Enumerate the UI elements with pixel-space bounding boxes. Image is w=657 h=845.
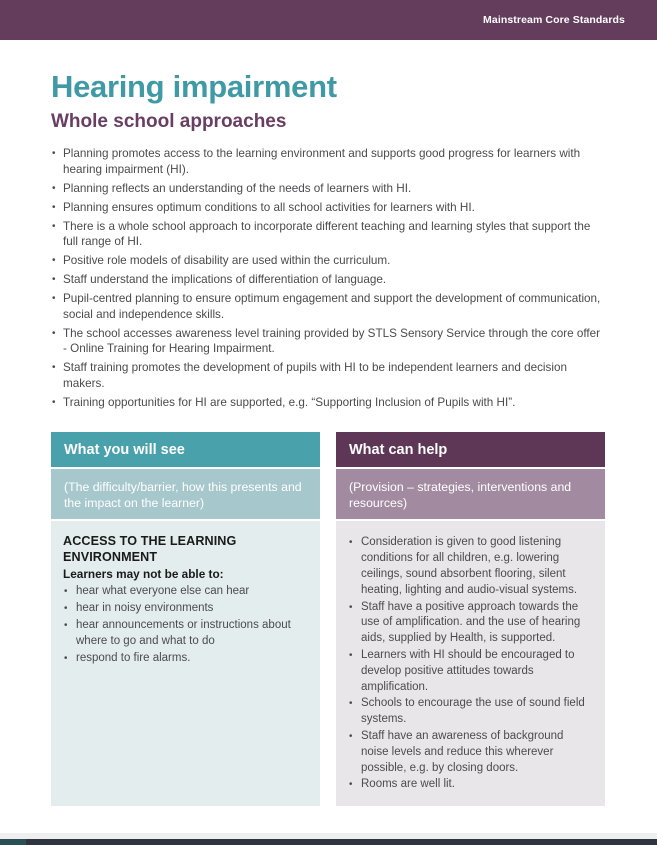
right-column-body (336, 521, 605, 806)
footer-accent (0, 839, 26, 845)
intro-bullet-list (51, 146, 605, 410)
list-item: • Consideration is given to good listening conditions for all children, e.g. lowering ceilings, sound absorbent flooring, silent heating, lighting and audio-visual systems. (348, 535, 593, 598)
list-item: • The school accesses awareness level training provided by STLS Sensory Service through the core offer - Online Training for Hearing Impairment. (51, 326, 605, 357)
brand-label: Mainstream Core Standards (483, 14, 625, 26)
list-item: • Planning promotes access to the learning environment and supports good progress for learners with hearing impairment (HI). (51, 146, 605, 177)
section-lead: Learners may not be able to: (63, 567, 224, 582)
list-item: • respond to fire alarms. (63, 651, 308, 667)
list-item: • Staff understand the implications of differentiation of language. (51, 272, 605, 288)
left-column-body (51, 521, 320, 806)
page-subtitle: Whole school approaches (51, 111, 287, 133)
left-column-header: What you will see (51, 432, 320, 467)
list-item: • hear announcements or instructions about where to go and what to do (63, 618, 308, 650)
list-item: • Staff training promotes the development of pupils with HI to be independent learners and decision makers. (51, 360, 605, 391)
footer-bar (0, 839, 657, 845)
column-what-you-will-see (51, 432, 320, 806)
main-content (0, 40, 657, 806)
comparison-columns (51, 432, 605, 806)
list-item: • Schools to encourage the use of sound field systems. (348, 696, 593, 728)
left-column-subheader: (The difficulty/barrier, how this presents and the impact on the learner) (51, 469, 320, 519)
list-item: • Planning reflects an understanding of the needs of learners with HI. (51, 181, 605, 197)
list-item: • Training opportunities for HI are supported, e.g. “Supporting Inclusion of Pupils with HI”. (51, 395, 605, 411)
left-bullet-list (63, 584, 308, 666)
column-what-can-help (336, 432, 605, 806)
list-item: • Staff have an awareness of background noise levels and reduce this wherever possible, e.g. by closing doors. (348, 729, 593, 776)
right-column-header: What can help (336, 432, 605, 467)
list-item: • Planning ensures optimum conditions to all school activities for learners with HI. (51, 200, 605, 216)
list-item: • Pupil-centred planning to ensure optimum engagement and support the development of communication, social and independence skills. (51, 291, 605, 322)
right-bullet-list (348, 535, 593, 793)
right-column-subheader: (Provision – strategies, interventions and resources) (336, 469, 605, 519)
list-item: • Positive role models of disability are used within the curriculum. (51, 253, 605, 269)
section-title: ACCESS TO THE LEARNING ENVIRONMENT (63, 534, 237, 565)
list-item: • Rooms are well lit. (348, 777, 593, 793)
list-item: • hear in noisy environments (63, 601, 308, 617)
list-item: • Staff have a positive approach towards the use of amplification. and the use of hearing aids, supplied by Health, is supported. (348, 600, 593, 647)
top-brand-bar (0, 0, 657, 40)
page-title: Hearing impairment (51, 69, 337, 104)
list-item: • Learners with HI should be encouraged to develop positive attitudes towards amplification. (348, 648, 593, 695)
list-item: • hear what everyone else can hear (63, 584, 308, 600)
list-item: • There is a whole school approach to incorporate different teaching and learning styles that support the full range of HI. (51, 219, 605, 250)
